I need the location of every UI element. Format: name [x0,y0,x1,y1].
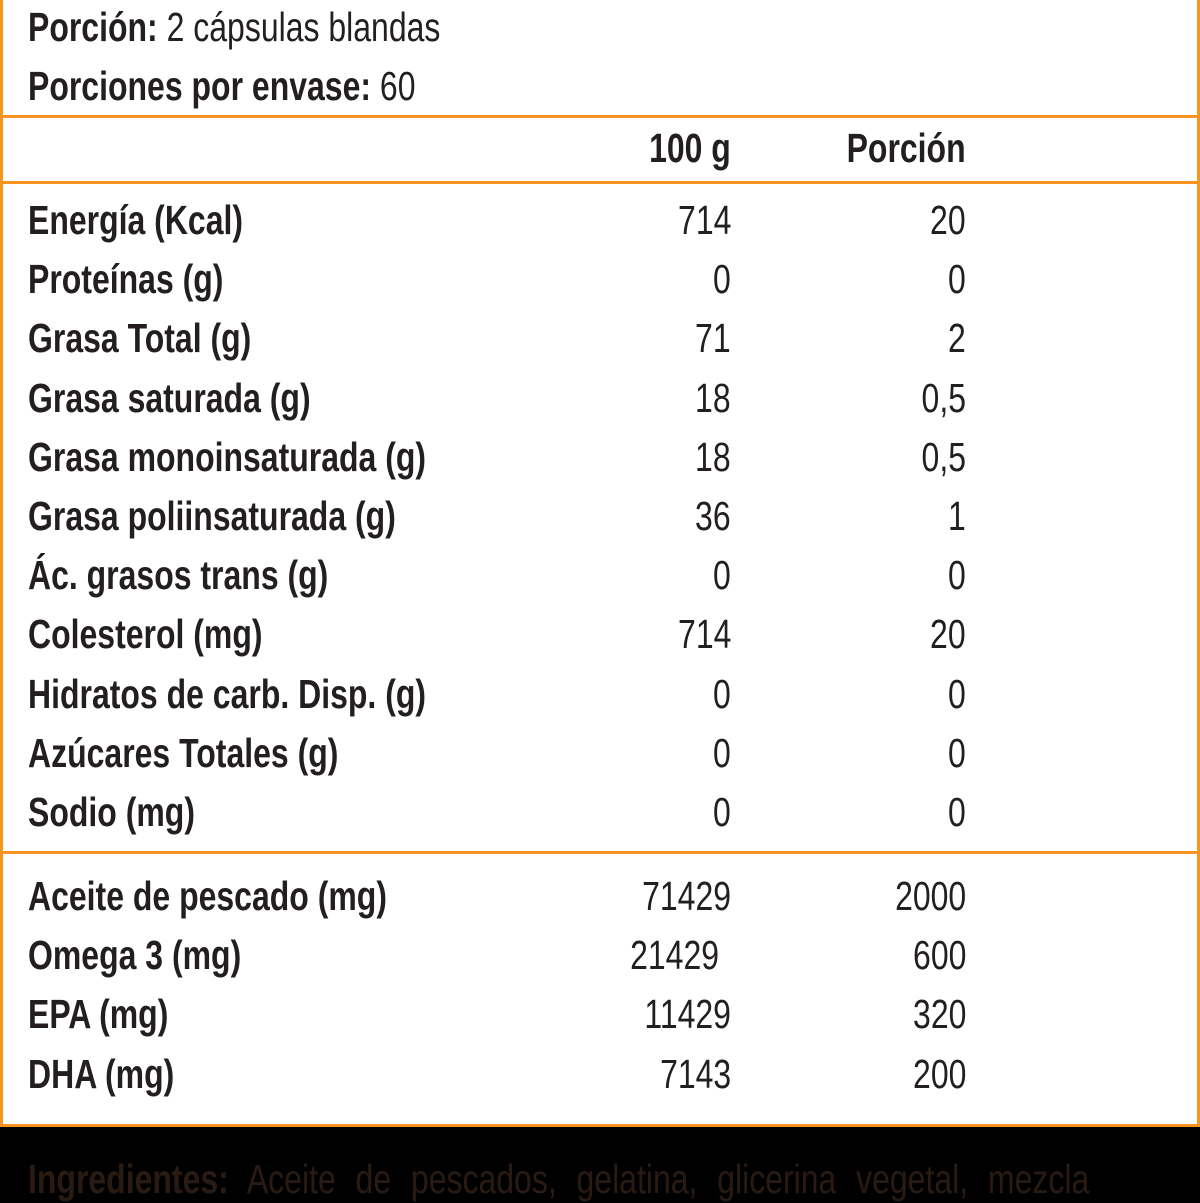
value-per-serving: 600 [912,932,966,979]
divider [3,181,1197,184]
nutrient-name: Azúcares Totales (g) [28,729,339,776]
nutrient-name: Grasa Total (g) [28,315,252,362]
table-row [3,867,1197,926]
divider [3,115,1197,118]
serving-label: Porción: [28,4,158,50]
value-per-serving: 1 [948,493,966,539]
column-header-serving: Porción [846,125,966,171]
ingredients [28,1156,1089,1203]
table-row [3,665,1197,724]
value-per-100g: 714 [677,611,731,658]
value-per-100g: 0 [713,256,731,303]
nutrient-name: EPA (mg) [28,991,169,1038]
table-row [3,191,1197,250]
value-per-serving: 320 [912,991,966,1038]
servings-label: Porciones por envase: [28,63,372,109]
table-row [3,985,1197,1044]
table-row [3,926,1197,985]
value-per-serving: 2 [948,315,966,362]
nutrient-name: Grasa saturada (g) [28,374,311,421]
value-per-serving: 20 [930,197,966,243]
value-per-100g: 0 [713,729,731,776]
nutrient-name: Ác. grasos trans (g) [28,552,329,599]
value-per-100g: 71429 [642,873,731,919]
value-per-100g: 0 [713,789,731,835]
value-per-serving: 0 [948,789,966,835]
value-per-100g: 714 [677,197,731,243]
ingredients-label: Ingredientes: [28,1156,229,1202]
nutrient-name: Grasa monoinsaturada (g) [28,433,427,480]
nutrient-name: Sodio (mg) [28,789,195,835]
table-row [3,250,1197,309]
table-row [3,546,1197,605]
nutrient-name: Hidratos de carb. Disp. (g) [28,670,427,717]
nutrient-name: Colesterol (mg) [28,611,263,658]
table-row [3,309,1197,368]
table-row [3,487,1197,546]
servings-value: 60 [379,63,416,109]
ingredients-text: Aceite de pescados, gelatina, glicerina vegetal, mezcla [246,1156,1090,1202]
value-per-serving: 0 [948,256,966,303]
serving-value: 2 cápsulas blandas [166,4,441,50]
value-per-serving: 0 [948,729,966,776]
value-per-100g: 18 [695,433,731,480]
table-row [3,605,1197,664]
value-per-serving: 0,5 [921,374,966,421]
nutrient-name: DHA (mg) [28,1050,175,1097]
table-row [3,369,1197,428]
value-per-100g: 0 [713,552,731,599]
value-per-serving: 0 [948,670,966,717]
column-header-100g: 100 g [649,125,731,171]
table-row [3,783,1197,842]
value-per-serving: 20 [930,611,966,658]
value-per-serving: 0,5 [921,433,966,480]
value-per-serving: 2000 [894,873,966,919]
value-per-100g: 21429 [630,932,719,979]
value-per-100g: 11429 [644,991,731,1038]
divider [3,851,1197,854]
value-per-serving: 200 [912,1050,966,1097]
value-per-serving: 0 [948,552,966,599]
table-row [3,724,1197,783]
nutrient-name: Omega 3 (mg) [28,932,242,979]
table-row [3,428,1197,487]
nutrient-name: Grasa poliinsaturada (g) [28,493,396,539]
table-row [3,1045,1197,1104]
servings-per-container [28,61,416,111]
value-per-100g: 0 [713,670,731,717]
value-per-100g: 18 [695,374,731,421]
nutrient-name: Energía (Kcal) [28,197,244,243]
value-per-100g: 7143 [659,1050,731,1097]
serving-size [28,2,440,52]
nutrient-name: Proteínas (g) [28,256,224,303]
nutrient-name: Aceite de pescado (mg) [28,873,387,919]
value-per-100g: 71 [695,315,731,362]
value-per-100g: 36 [695,493,731,539]
